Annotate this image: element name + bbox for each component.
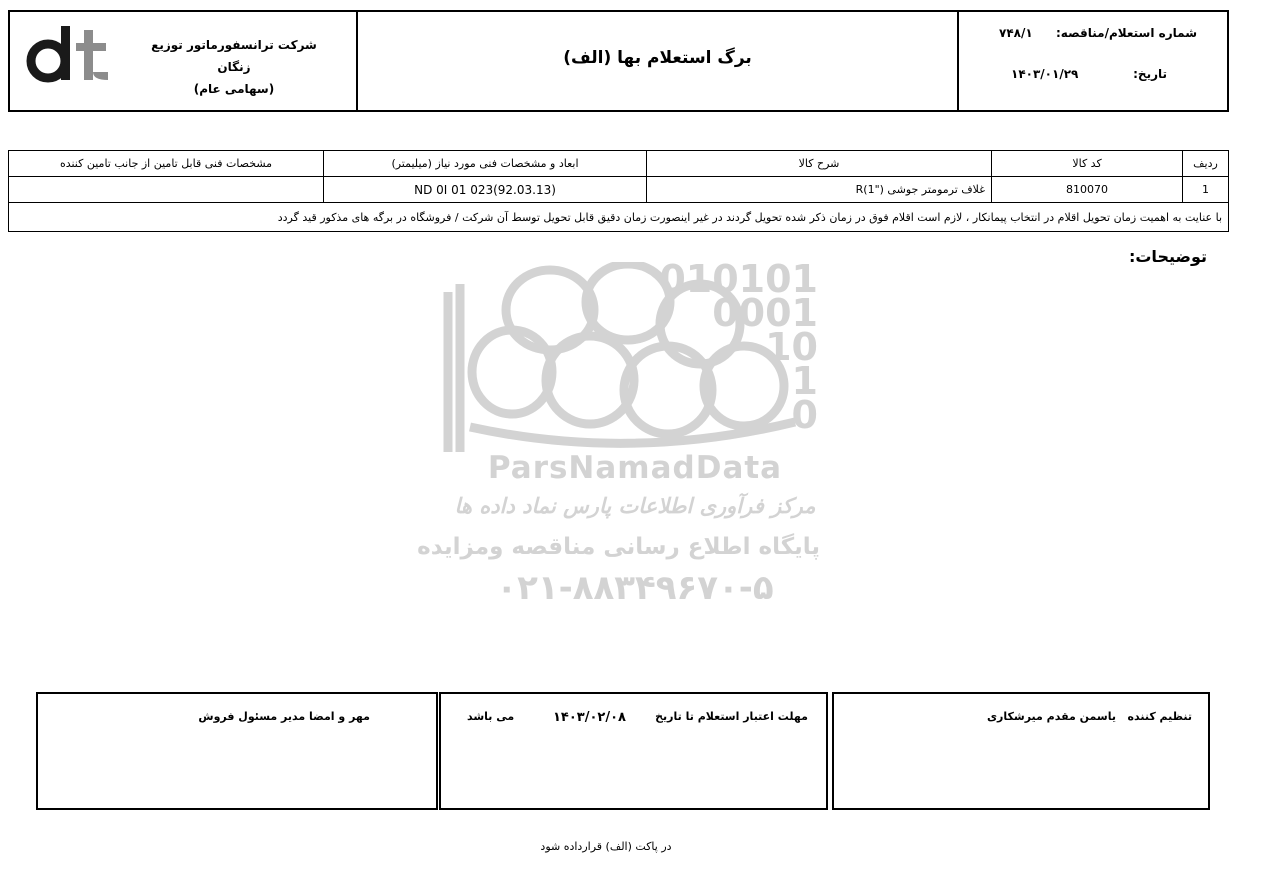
description-title: توضیحات: (1128, 247, 1207, 266)
cell-row-number: 1 (1183, 177, 1229, 203)
signature-box (36, 692, 438, 810)
table-note-row (9, 203, 1229, 232)
cell-dimensions: ND 0I 01 023(92.03.13) (324, 177, 647, 203)
header-box (8, 10, 1229, 112)
page-title: برگ استعلام بها (الف) (563, 48, 752, 68)
cell-supplier-specs[interactable] (9, 177, 324, 203)
col-header-supplier-specs: مشخصات فنی قابل تامین از جانب تامین کننده (9, 151, 324, 177)
items-table (8, 150, 1229, 232)
col-header-dimensions: ابعاد و مشخصات فنی مورد نیاز (میلیمتر) (324, 151, 647, 177)
signature-label: مهر و امضا مدیر مسئول فروش (198, 710, 370, 723)
watermark-digits-line: 0 (791, 393, 818, 437)
validity-suffix: می باشد (467, 710, 515, 723)
col-header-row-number: ردیف (1183, 151, 1229, 177)
title-cell (356, 12, 957, 110)
prepared-by-box (832, 692, 1210, 810)
watermark-line1: مرکز فرآوری اطلاعات پارس نماد داده ها (454, 494, 816, 518)
watermark-digits-line: 0001 (712, 291, 818, 335)
company-line1: شرکت ترانسفورماتور توزیع زنگان (151, 38, 317, 74)
date-value: ۱۴۰۳/۰۱/۲۹ (1011, 67, 1079, 81)
watermark (417, 257, 830, 622)
validity-date: ۱۴۰۳/۰۲/۰۸ (553, 710, 626, 725)
watermark-phone: ۰۲۱-۸۸۳۴۹۶۷۰-۵ (496, 568, 774, 608)
bottom-note: در پاکت (الف) قرارداده شود (540, 840, 672, 853)
cell-item-description: غلاف ترمومتر جوشی R(1") (647, 177, 992, 203)
company-cell (10, 12, 356, 110)
watermark-digits (630, 257, 818, 437)
col-header-item-description: شرح کالا (647, 151, 992, 177)
col-header-item-code: کد کالا (992, 151, 1183, 177)
watermark-digits-line: 10 (765, 325, 818, 369)
watermark-digits-line: 1 (791, 359, 818, 403)
company-line2: (سهامی عام) (193, 82, 275, 96)
prepared-name: یاسمن مقدم میرشکاری (986, 710, 1116, 723)
validity-label: مهلت اعتبار استعلام تا تاریخ (655, 710, 808, 723)
inquiry-value: ۷۴۸/۱ (999, 26, 1033, 40)
prepared-label: تنظیم کننده (1127, 710, 1192, 723)
company-name (134, 34, 334, 100)
watermark-digits-line: 010101 (659, 257, 818, 301)
watermark-line2: پایگاه اطلاع رسانی مناقصه ومزایده (417, 534, 820, 560)
cell-item-code: 810070 (992, 177, 1183, 203)
inquiry-label: شماره استعلام/مناقصه: (1056, 26, 1197, 40)
meta-cell (957, 12, 1227, 110)
delivery-note: با عنایت به اهمیت زمان تحویل اقلام در انتخاب پیمانکار ، لازم است اقلام فوق در زمان ذکر شده تحویل گردند در غیر اینصورت زمان دقیق قابل تحویل توسط آن شرکت / فروشگاه در برگه های مذکور قید گردد (9, 203, 1229, 232)
company-logo-icon (26, 24, 116, 86)
table-row (9, 177, 1229, 203)
table-header-row (9, 151, 1229, 177)
watermark-brand: ParsNamadData (487, 450, 783, 486)
date-label: تاریخ: (1133, 67, 1167, 81)
validity-box (439, 692, 828, 810)
